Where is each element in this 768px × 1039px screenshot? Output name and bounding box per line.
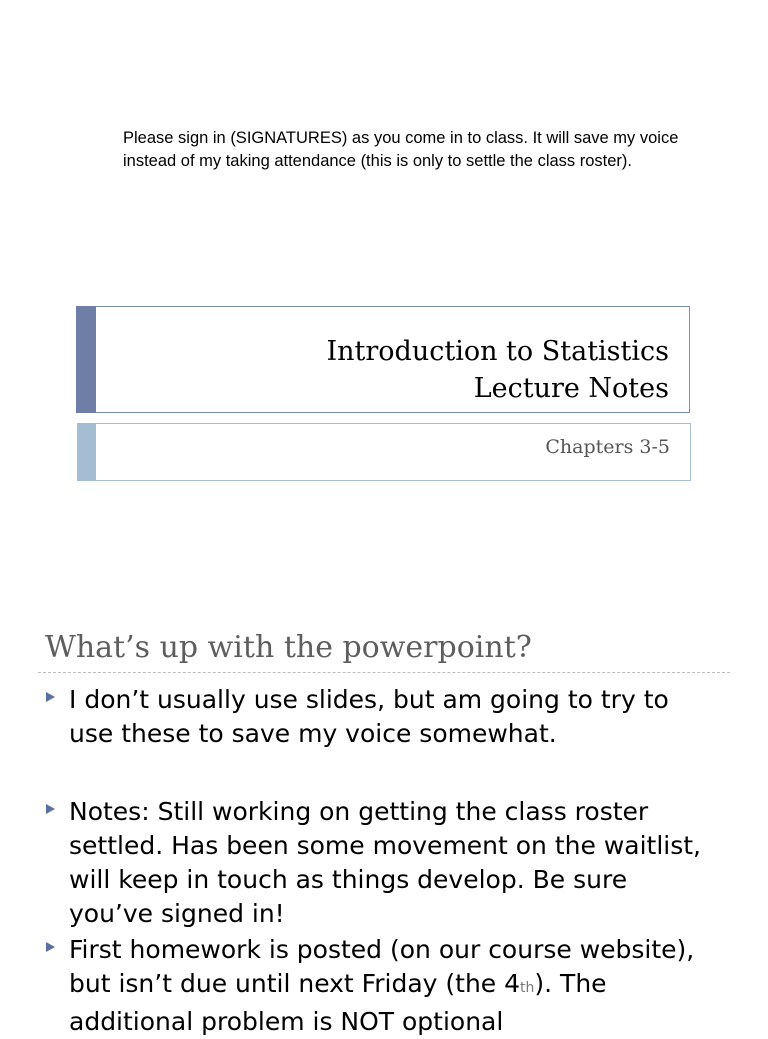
sign-in-note: Please sign in (SIGNATURES) as you come in to class. It will save my voice instead of my taking attendance (this is only to settle the class roster).	[123, 129, 679, 170]
title-slide-subtitle-box	[77, 423, 691, 481]
list-item	[46, 933, 718, 1039]
bullet-text	[69, 935, 694, 1036]
bullet-text-part: ). The additional problem is NOT optional	[69, 969, 607, 1036]
triangle-bullet-icon	[46, 804, 55, 814]
title-accent-bar	[76, 306, 96, 413]
ordinal-suffix: th	[520, 980, 535, 996]
title-line-2: Lecture Notes	[473, 373, 669, 404]
bullet-list	[46, 683, 718, 1039]
triangle-bullet-icon	[46, 942, 55, 952]
slide-subtitle: Chapters 3-5	[545, 436, 670, 458]
slide-title	[326, 333, 669, 407]
subtitle-accent-bar	[77, 423, 96, 481]
title-line-1: Introduction to Statistics	[326, 336, 669, 367]
bullet-text: I don’t usually use slides, but am going to try to use these to save my voice somewhat.	[69, 685, 669, 748]
title-slide-title-box	[76, 306, 690, 413]
list-item	[46, 683, 718, 751]
triangle-bullet-icon	[46, 692, 55, 702]
bullet-text: Notes: Still working on getting the class roster settled. Has been some movement on the waitlist, will keep in touch as things develop. Be sure you’ve signed in!	[69, 797, 702, 928]
slide2-heading: What’s up with the powerpoint?	[45, 630, 532, 665]
bullet-text-part: First homework is posted (on our course website), but isn’t due until next Friday (the 4	[69, 935, 695, 998]
heading-divider	[38, 672, 730, 673]
list-item	[46, 795, 718, 931]
